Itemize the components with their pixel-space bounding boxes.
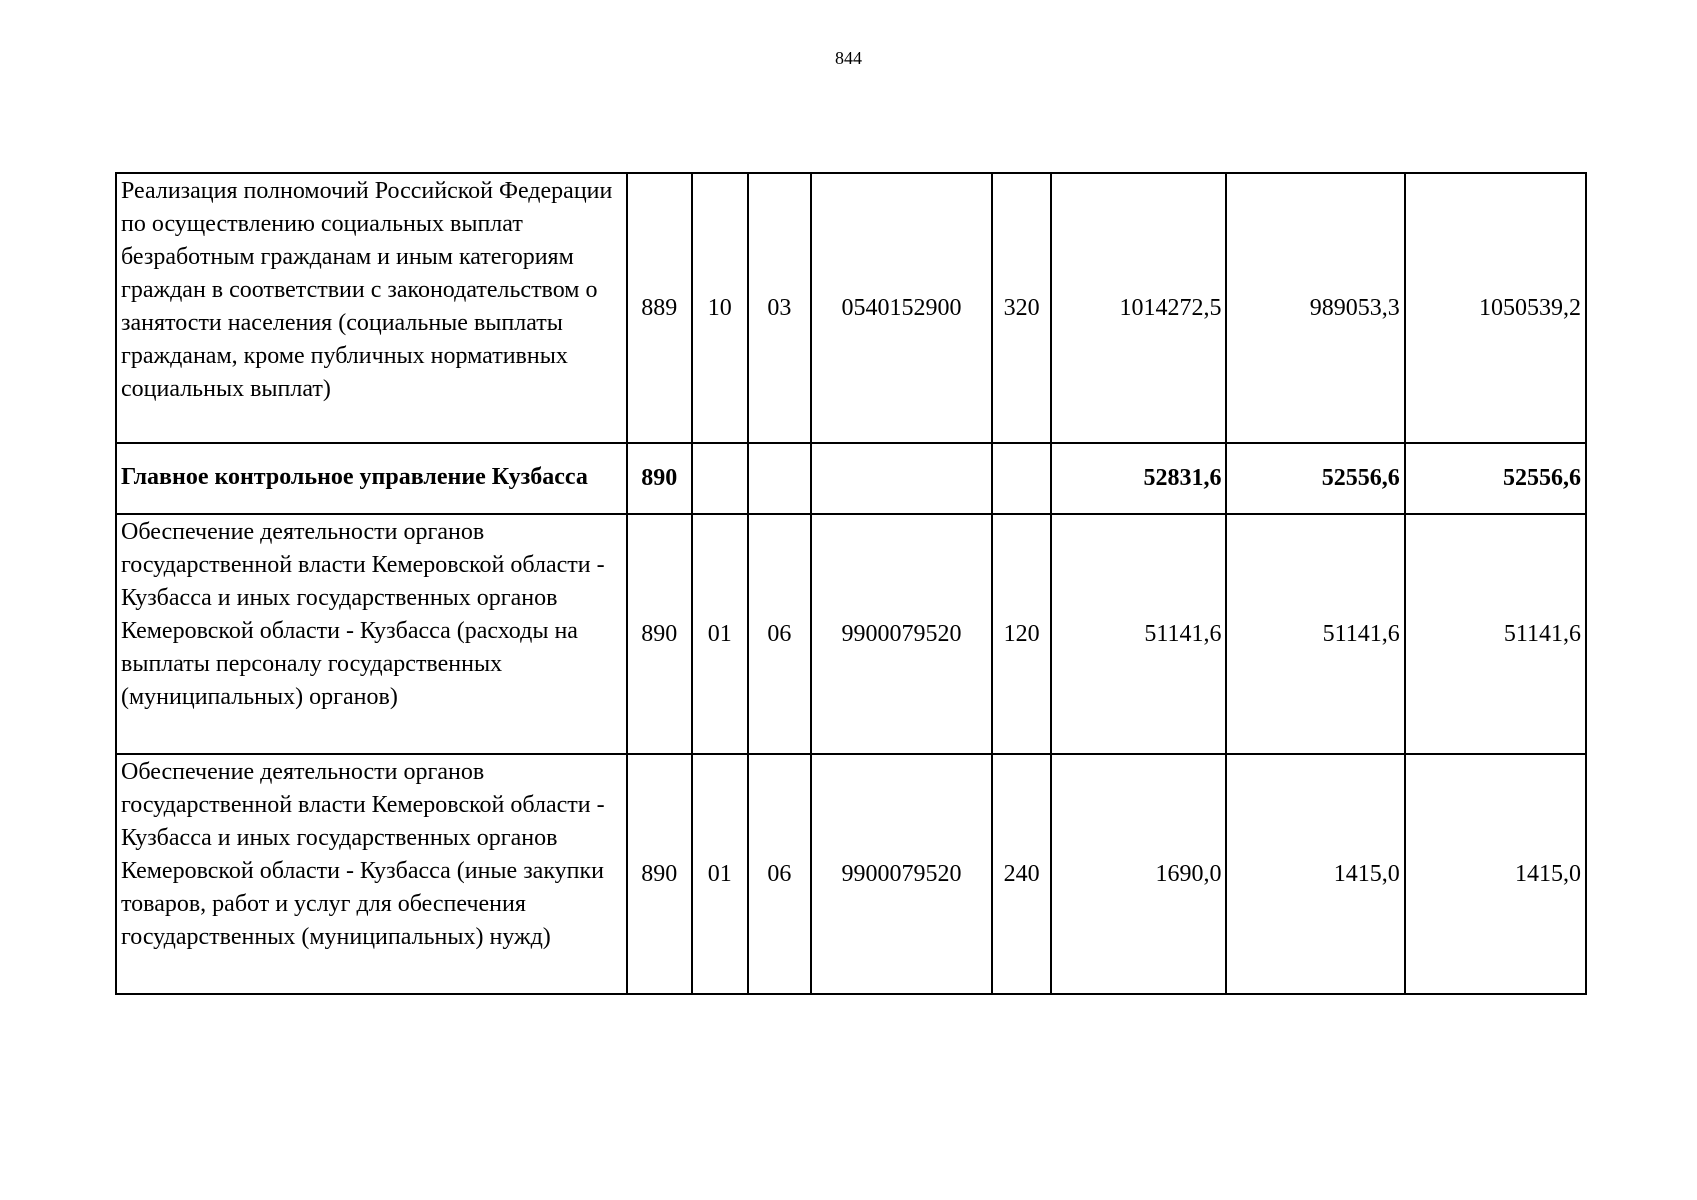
budget-table (115, 172, 1587, 995)
amount-3: 1415,0 (1405, 754, 1586, 994)
expense-type-code (992, 443, 1051, 514)
target-article-code (811, 443, 992, 514)
expense-type-code: 320 (992, 173, 1051, 443)
target-article-code: 0540152900 (811, 173, 992, 443)
row-name: Обеспечение деятельности органов государственной власти Кемеровской области - Кузбасса и иных государственных органов Кемеровской области - Кузбасса (иные закупки товаров, работ и услуг для обеспечения государственных (муниципальных) нужд) (116, 754, 627, 994)
amount-3: 1050539,2 (1405, 173, 1586, 443)
amount-1: 1690,0 (1051, 754, 1226, 994)
ministry-code: 889 (627, 173, 692, 443)
expense-type-code: 120 (992, 514, 1051, 754)
ministry-code: 890 (627, 754, 692, 994)
subsection-code: 03 (748, 173, 811, 443)
subsection-code (748, 443, 811, 514)
amount-1: 1014272,5 (1051, 173, 1226, 443)
section-code: 01 (692, 754, 748, 994)
amount-1: 52831,6 (1051, 443, 1226, 514)
amount-3: 51141,6 (1405, 514, 1586, 754)
amount-2: 989053,3 (1226, 173, 1404, 443)
row-name: Главное контрольное управление Кузбасса (116, 443, 627, 514)
page-number: 844 (835, 48, 862, 68)
amount-1: 51141,6 (1051, 514, 1226, 754)
table-row (116, 443, 1586, 514)
ministry-code: 890 (627, 443, 692, 514)
expense-type-code: 240 (992, 754, 1051, 994)
table-row (116, 173, 1586, 443)
amount-2: 52556,6 (1226, 443, 1404, 514)
section-code: 10 (692, 173, 748, 443)
ministry-code: 890 (627, 514, 692, 754)
section-code: 01 (692, 514, 748, 754)
table-row (116, 754, 1586, 994)
row-name: Обеспечение деятельности органов государственной власти Кемеровской области - Кузбасса и иных государственных органов Кемеровской области - Кузбасса (расходы на выплаты персоналу государственных (муниципальных) органов) (116, 514, 627, 754)
amount-2: 1415,0 (1226, 754, 1404, 994)
target-article-code: 9900079520 (811, 514, 992, 754)
amount-3: 52556,6 (1405, 443, 1586, 514)
table-row (116, 514, 1586, 754)
amount-2: 51141,6 (1226, 514, 1404, 754)
section-code (692, 443, 748, 514)
target-article-code: 9900079520 (811, 754, 992, 994)
subsection-code: 06 (748, 754, 811, 994)
subsection-code: 06 (748, 514, 811, 754)
row-name: Реализация полномочий Российской Федерации по осуществлению социальных выплат безработным гражданам и иным категориям граждан в соответствии с законодательством о занятости населения (социальные выплаты гражданам, кроме публичных нормативных социальных выплат) (116, 173, 627, 443)
